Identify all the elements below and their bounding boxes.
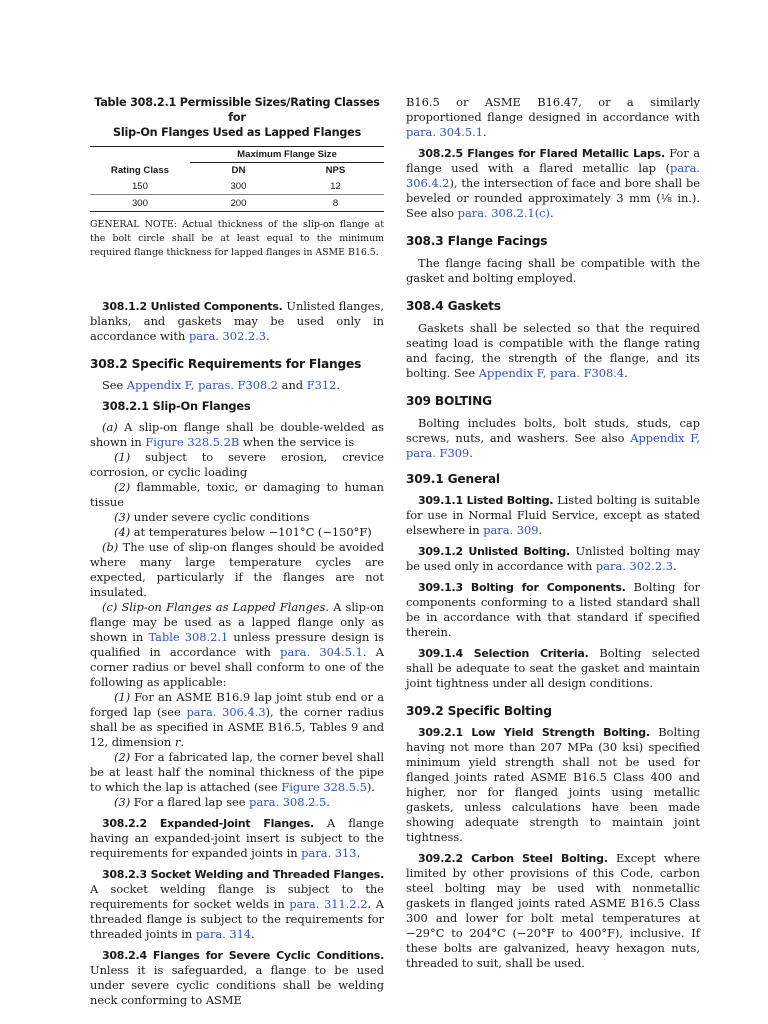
table-general-note: GENERAL NOTE: Actual thickness of the slip-on flange at the bolt circle shall be at least equal to the minimum required flange thickness for lapped flanges in ASME B16.5. [90,219,384,258]
link-para-302-2-3-b[interactable]: para. 302.2.3 [595,559,673,573]
para-309: Bolting includes bolts, bolt studs, studs, cap screws, nuts, and washers. See also Appendix F, para. F309. [406,416,700,460]
para-309-1-2: 309.1.2 Unlisted Bolting. Unlisted bolting may be used only in accordance with para. 302.2.3. [406,544,700,573]
heading-309-1-2: 309.1.2 Unlisted Bolting. [418,545,570,558]
link-figure-328-5-2b[interactable]: Figure 328.5.2B [145,435,240,450]
para-309-2-2: 309.2.2 Carbon Steel Bolting. Except where limited by other provisions of this Code, carbon steel bolting may be used with nonmetallic gaskets in flanged joints rated ASME B16.5 Class 300 and lower for bolt metal temperatures at −29°C to 204°C (−20°F to 400°F), inclusive. If these bolts are galvanized, heavy hexagon nuts, threaded to suit, shall be used. [406,851,701,970]
item-a2: (2) flammable, toxic, or damaging to human tissue [90,480,384,510]
item-b: (b) The use of slip-on flanges should be avoided where many large temperature cycles are expected, particularly if the flanges are not insulated. [90,540,384,600]
heading-309-1-1: 309.1.1 Listed Bolting. [418,494,554,507]
heading-309: 309 BOLTING [406,394,492,408]
right-column [406,95,700,971]
table-cell: 300 [90,195,190,212]
para-309-1-3: 309.1.3 Bolting for Components. Bolting for components conforming to a listed standard shall be in accordance with that standard if specified therein. [406,580,700,639]
table-cell: 12 [287,178,384,195]
link-para-306-4-2[interactable]: para. 306.4.2 [406,161,700,190]
table-row [90,178,384,195]
item-a3: (3) under severe cyclic conditions [114,510,310,525]
table-title [90,95,384,140]
link-appendix-f-308-4[interactable]: Appendix F, para. F308.4 [478,366,625,380]
link-para-313[interactable]: para. 313 [301,846,357,861]
heading-308-1-2: 308.1.2 Unlisted Components. [102,300,283,314]
heading-308-2-2: 308.2.2 Expanded-Joint Flanges. [102,817,314,831]
heading-309-2-2: 309.2.2 Carbon Steel Bolting. [418,852,608,865]
item-a1: (1) subject to severe erosion, crevice corrosion, or cyclic loading [90,450,384,480]
link-para-304-5-1[interactable]: para. 304.5.1 [280,645,363,660]
heading-309-1-3: 309.1.3 Bolting for Components. [418,581,626,594]
para-309-2-1: 309.2.1 Low Yield Strength Bolting. Bolting having not more than 207 MPa (30 ksi) specified minimum yield strength shall not be used for flanged joints rated ASME B16.5 Class 400 and higher, nor for flanged joints using metallic gaskets, unless calculations have been made showing adequate strength to maintain joint tightness. [406,725,701,844]
para-308-2-see: See Appendix F, paras. F308.2 and F312. [102,378,341,393]
heading-308-2-3: 308.2.3 Socket Welding and Threaded Flanges. [102,868,384,882]
heading-308-2-1: 308.2.1 Slip-On Flanges [102,399,251,414]
heading-308-4: 308.4 Gaskets [406,299,501,313]
table-cell: 8 [287,195,384,212]
link-para-308-2-1c[interactable]: para. 308.2.1(c) [457,206,550,220]
para-308-2-3: 308.2.3 Socket Welding and Threaded Flanges. A socket welding flange is subject to the requirements for socket welds in para. 311.2.2. A threaded flange is subject to the requirements for threaded joints in para. 314. [90,868,385,942]
link-table-308-2-1[interactable]: Table 308.2.1 [148,630,229,645]
table-row [90,195,384,212]
table-col-nps: NPS [325,165,346,176]
table-title-line1: Table 308.2.1 Permissible Sizes/Rating Classes for [94,96,380,124]
para-308-2-2: 308.2.2 Expanded-Joint Flanges. A flange having an expanded-joint insert is subject to the requirements for expanded joints in para. 313. [90,816,384,861]
para-309-1-1: 309.1.1 Listed Bolting. Listed bolting is suitable for use in Normal Fluid Service, except as stated elsewhere in para. 309. [406,493,700,537]
link-para-314[interactable]: para. 314 [195,927,252,942]
para-308-3: The flange facing shall be compatible with the gasket and bolting employed. [406,256,700,285]
item-c1: (1) For an ASME B16.9 lap joint stub end or a forged lap (see para. 306.4.3), the corner radius shall be as specified in ASME B16.5, Tables 9 and 12, dimension r. [90,690,384,750]
heading-309-1: 309.1 General [406,472,500,486]
link-appendix-f-308-2[interactable]: Appendix F, paras. F308.2 [126,378,279,393]
heading-308-2: 308.2 Specific Requirements for Flanges [90,357,362,372]
heading-308-3: 308.3 Flange Facings [406,234,548,248]
table-col-rating: Rating Class [110,164,170,176]
table-group-header: Maximum Flange Size [190,147,384,163]
flange-size-table [90,146,384,212]
table-cell: 150 [90,178,190,195]
link-appendix-f-309[interactable]: Appendix F, para. F309 [406,431,700,460]
link-para-311-2-2[interactable]: para. 311.2.2 [289,897,368,912]
heading-308-2-5: 308.2.5 Flanges for Flared Metallic Laps. [418,147,665,160]
para-308-4: Gaskets shall be selected so that the required seating load is compatible with the flange rating and facing, the strength of the flange, and its bolting. See Appendix F, para. F308.4. [406,321,700,380]
item-c2: (2) For a fabricated lap, the corner bevel shall be at least half the nominal thickness of the pipe to which the lap is attached (see Figure 328.5.5). [90,750,384,795]
item-a: (a) A slip-on flange shall be double-welded as shown in Figure 328.5.2B when the service is [90,420,384,450]
item-c3: (3) For a flared lap see para. 308.2.5. [114,795,330,810]
link-f312[interactable]: F312 [306,378,337,393]
para-308-1-2: 308.1.2 Unlisted Components. Unlisted flanges, blanks, and gaskets may be used only in accordance with para. 302.2.3. [90,299,384,344]
link-para-309[interactable]: para. 309 [483,523,539,537]
link-para-304-5-1-b[interactable]: para. 304.5.1 [406,125,484,139]
heading-308-2-4: 308.2.4 Flanges for Severe Cyclic Conditions. [102,949,384,963]
heading-309-1-4: 309.1.4 Selection Criteria. [418,647,589,660]
table-cell: 300 [190,178,287,195]
item-a4: (4) at temperatures below −101°C (−150°F) [114,525,372,540]
heading-309-2: 309.2 Specific Bolting [406,704,552,718]
item-c: (c) Slip-on Flanges as Lapped Flanges. A slip-on flange may be used as a lapped flange only as shown in Table 308.2.1 unless pressure design is qualified in accordance with para. 304.5.1. A corner radius or bevel shall conform to one of the following as applicable: [90,600,385,690]
table-cell: 200 [190,195,287,212]
table-title-line2: Slip-On Flanges Used as Lapped Flanges [112,126,362,139]
table-col-dn: DN [231,165,246,176]
left-column [90,95,384,1008]
para-308-2-4-cont: B16.5 or ASME B16.47, or a similarly proportioned flange designed in accordance with para. 304.5.1. [406,95,700,139]
para-308-2-4: 308.2.4 Flanges for Severe Cyclic Conditions. Unless it is safeguarded, a flange to be used under severe cyclic conditions shall be welding neck conforming to ASME [90,949,384,1008]
para-308-2-5: 308.2.5 Flanges for Flared Metallic Laps. For a flange used with a flared metallic lap (para. 306.4.2), the intersection of face and bore shall be beveled or rounded approximately 3 mm (¹⁄₈ in.). See also para. 308.2.1(c). [406,146,700,220]
link-para-302-2-3[interactable]: para. 302.2.3 [188,329,266,344]
link-para-308-2-5[interactable]: para. 308.2.5 [249,795,327,810]
link-figure-328-5-5[interactable]: Figure 328.5.5 [281,780,367,795]
para-309-1-4: 309.1.4 Selection Criteria. Bolting selected shall be adequate to seat the gasket and maintain joint tightness under all design conditions. [406,646,701,690]
link-para-306-4-3[interactable]: para. 306.4.3 [186,705,266,720]
heading-309-2-1: 309.2.1 Low Yield Strength Bolting. [418,726,650,739]
